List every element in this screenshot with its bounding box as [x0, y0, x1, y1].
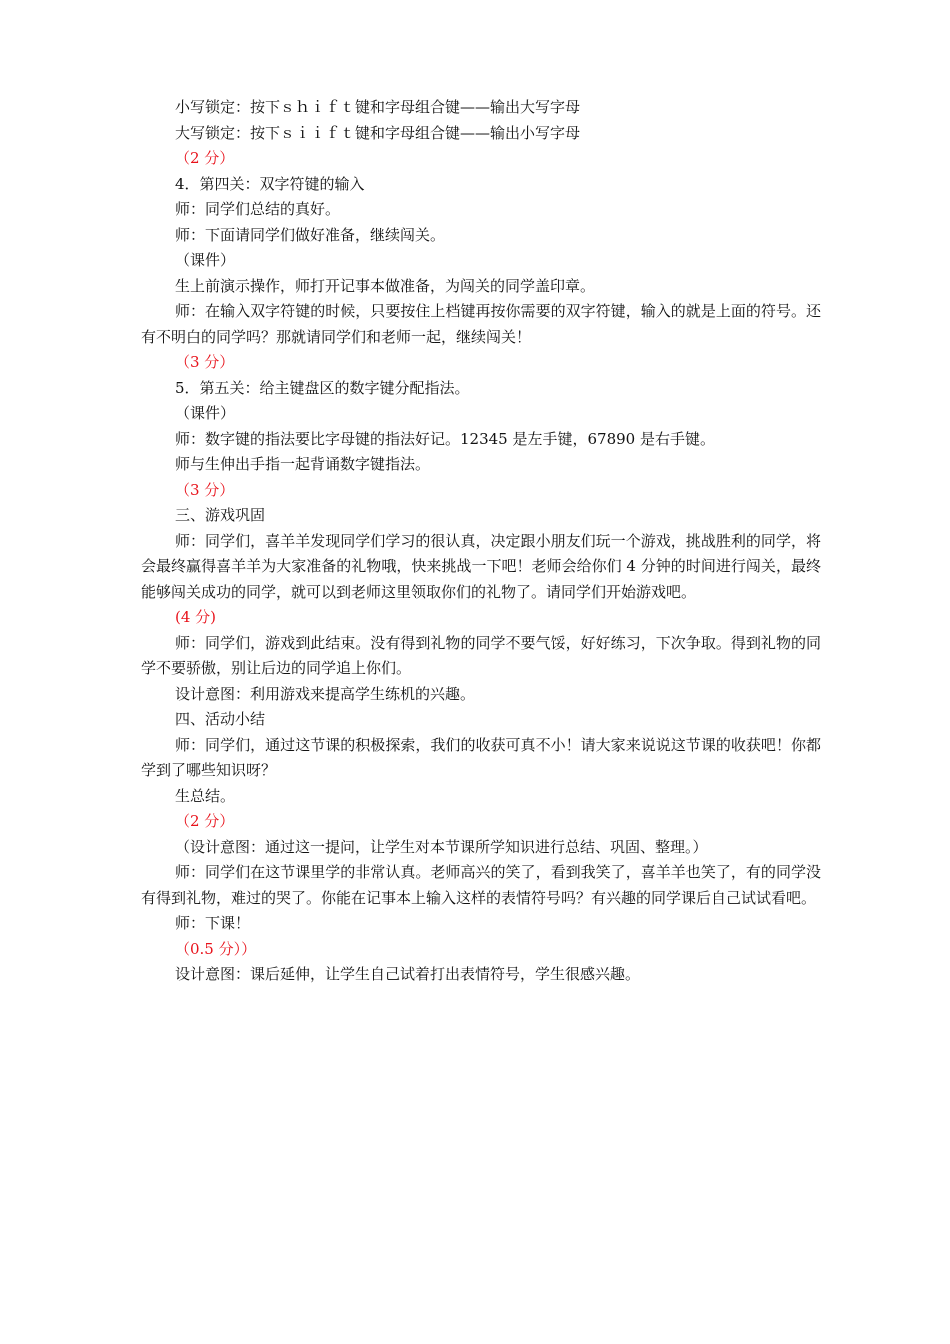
score-note: （2 分） — [175, 812, 235, 830]
paragraph-student-demo: 生上前演示操作，师打开记事本做准备，为闯关的同学盖印章。 — [175, 276, 596, 295]
paragraph-design-intent-summary: （设计意图：通过这一提问，让学生对本节课所学知识进行总结、巩固、整理。） — [175, 837, 708, 856]
document-page — [141, 95, 821, 988]
score-note: (4 分) — [175, 608, 217, 626]
section-heading-game: 三、游戏巩固 — [175, 506, 266, 524]
section-heading-level-4: 4．第四关：双字符键的输入 — [175, 174, 365, 193]
paragraph-game-intro: 师：同学们，喜羊羊发现同学们学习的很认真，决定跟小朋友们玩一个游戏，挑战胜利的同学，将会最终赢得喜羊羊为大家准备的礼物哦，快来挑战一下吧！老师会给你们 4 分钟的时间进行闯关，最终能够闯关成功的同学，就可以到老师这里领取你们的礼物了。请同学们开始游戏吧。 — [141, 531, 821, 601]
paragraph-teacher-continue: 师：下面请同学们做好准备，继续闯关。 — [175, 225, 446, 244]
paragraph-uppercase-lock: 大写锁定：按下ｓｉｉｆｔ键和字母组合键——输出小写字母 — [175, 123, 581, 142]
score-note: （3 分） — [175, 480, 235, 499]
paragraph-student-summary: 生总结。 — [175, 786, 236, 805]
paragraph-emoticon-extension: 师：同学们在这节课里学的非常认真。老师高兴的笑了，看到我笑了，喜羊羊也笑了，有的同学没有得到礼物，难过的哭了。你能在记事本上输入这样的表情符号吗？有兴趣的同学课后自己试试看吧。 — [141, 863, 821, 907]
paragraph-courseware: （课件） — [175, 251, 236, 269]
paragraph-lowercase-lock: 小写锁定：按下ｓｈｉｆｔ键和字母组合键——输出大写字母 — [175, 98, 581, 116]
paragraph-class-dismissed: 师：下课！ — [175, 914, 251, 932]
paragraph-design-intent: 设计意图：利用游戏来提高学生练机的兴趣。 — [175, 684, 476, 703]
score-note: （0.5 分）） — [175, 939, 257, 958]
paragraph-number-keys: 师：数字键的指法要比字母键的指法好记。12345 是左手键，67890 是右手键。 — [175, 429, 715, 448]
paragraph-design-intent-extension: 设计意图：课后延伸，让学生自己试着打出表情符号，学生很感兴趣。 — [175, 965, 641, 983]
section-heading-summary: 四、活动小结 — [175, 710, 266, 728]
paragraph-recite-fingering: 师与生伸出手指一起背诵数字键指法。 — [175, 455, 431, 473]
score-note: （3 分） — [175, 353, 235, 371]
paragraph-teacher-praise: 师：同学们总结的真好。 — [175, 200, 341, 218]
section-heading-level-5: 5．第五关：给主键盘区的数字键分配指法。 — [175, 378, 470, 397]
paragraph-double-char-keys: 师：在输入双字符键的时候，只要按住上档键再按你需要的双字符键，输入的就是上面的符号。还有不明白的同学吗？那就请同学们和老师一起，继续闯关！ — [141, 302, 821, 346]
score-note: （2 分） — [175, 149, 235, 167]
paragraph-courseware: （课件） — [175, 404, 236, 422]
paragraph-summary-question: 师：同学们，通过这节课的积极探索，我们的收获可真不小！请大家来说说这节课的收获吧！你都学到了哪些知识呀？ — [141, 735, 821, 779]
paragraph-game-end: 师：同学们，游戏到此结束。没有得到礼物的同学不要气馁，好好练习，下次争取。得到礼物的同学不要骄傲，别让后边的同学追上你们。 — [141, 633, 821, 677]
